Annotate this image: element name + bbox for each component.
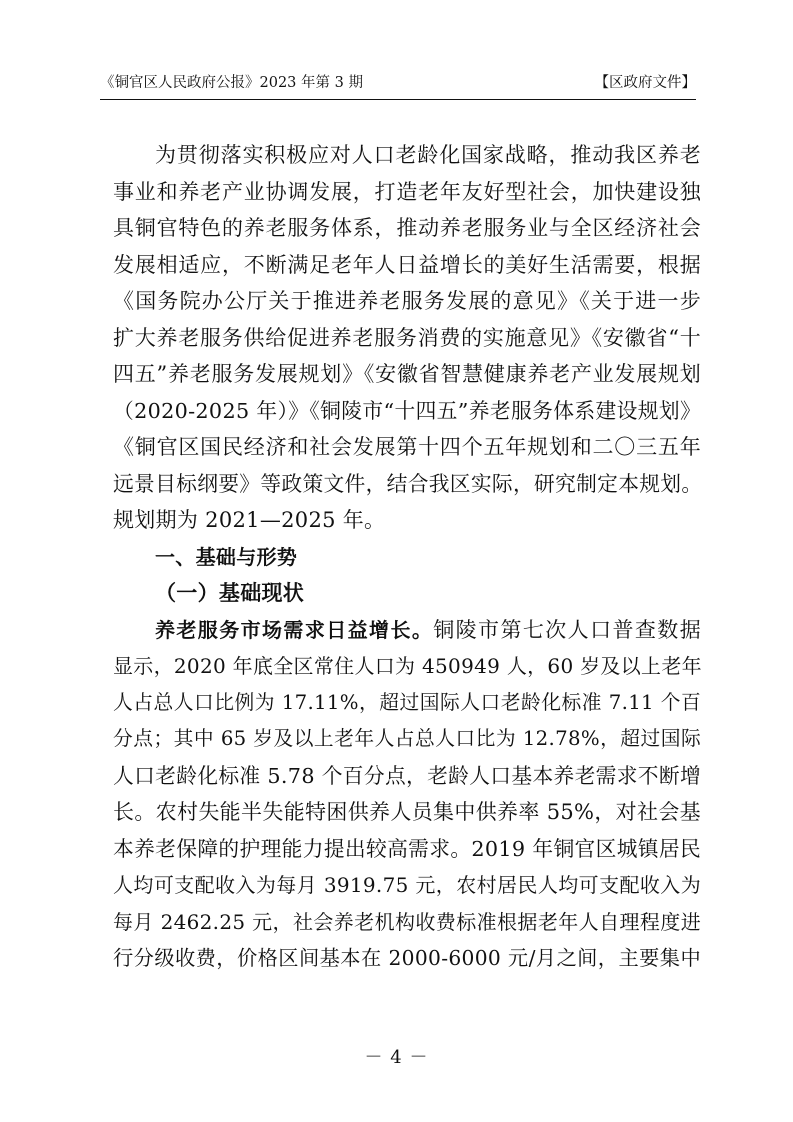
paragraph-line: 为贯彻落实积极应对人口老龄化国家战略，推动我区养老 xyxy=(155,143,701,167)
page-number: － 4 － xyxy=(364,1047,429,1068)
paragraph-line: 规划期为 2021—2025 年。 xyxy=(113,508,386,532)
paragraph-line: 长。农村失能半失能特困供养人员集中供养率 55%，对社会基 xyxy=(113,800,701,824)
paragraph-lead: 养老服务市场需求日益增长。 xyxy=(155,617,434,642)
subsection-heading: （一）基础现状 xyxy=(155,580,305,605)
paragraph-lead-rest: 铜陵市第七次人口普查数据 xyxy=(433,617,701,642)
header-section-label: 【区政府文件】 xyxy=(594,75,696,91)
paragraph-line: 人均可支配收入为每月 3919.75 元，农村居民人均可支配收入为 xyxy=(113,873,701,897)
paragraph-line: 《铜官区国民经济和社会发展第十四个五年规划和二〇三五年 xyxy=(113,435,701,459)
paragraph-line: 扩大养老服务供给促进养老服务消费的实施意见》《安徽省“十 xyxy=(113,325,701,350)
paragraph-line: 行分级收费，价格区间基本在 2000-6000 元/月之间，主要集中 xyxy=(113,946,701,970)
section-heading: 一、基础与形势 xyxy=(155,544,298,569)
demand-paragraph xyxy=(113,612,701,977)
header-publication-title: 《铜官区人民政府公报》2023 年第 3 期 xyxy=(100,75,363,91)
paragraph-line: 远景目标纲要》等政策文件，结合我区实际，研究制定本规划。 xyxy=(113,471,703,496)
paragraph-line: 《国务院办公厅关于推进养老服务发展的意见》《关于进一步 xyxy=(113,289,701,313)
paragraph-line: 具铜官特色的养老服务体系，推动养老服务业与全区经济社会 xyxy=(113,216,701,240)
paragraph-line: 本养老保障的护理能力提出较高需求。2019 年铜官区城镇居民 xyxy=(113,836,701,861)
paragraph-line: 人占总人口比例为 17.11%，超过国际人口老龄化标准 7.11 个百 xyxy=(113,690,701,714)
page-header xyxy=(100,73,696,93)
paragraph-line: 每月 2462.25 元，社会养老机构收费标准根据老年人自理程度进 xyxy=(113,909,701,934)
header-rule xyxy=(100,99,696,100)
paragraph-line xyxy=(113,612,701,649)
paragraph-line: （2020-2025 年）》《铜陵市“十四五”养老服务体系建设规划》 xyxy=(113,398,701,423)
paragraph-line: 显示，2020 年底全区常住人口为 450949 人，60 岁及以上老年 xyxy=(113,654,702,678)
paragraph-line: 分点；其中 65 岁及以上老年人占总人口比为 12.78%，超过国际 xyxy=(113,727,701,750)
paragraph-line: 发展相适应，不断满足老年人日益增长的美好生活需要，根据 xyxy=(113,252,701,277)
paragraph-line: 四五”养老服务发展规划》《安徽省智慧健康养老产业发展规划 xyxy=(113,362,701,386)
paragraph-line: 人口老龄化标准 5.78 个百分点，老龄人口基本养老需求不断增 xyxy=(113,763,701,788)
document-body xyxy=(113,137,701,977)
intro-paragraph xyxy=(113,137,701,539)
paragraph-line: 事业和养老产业协调发展，打造老年友好型社会，加快建设独 xyxy=(113,179,701,204)
